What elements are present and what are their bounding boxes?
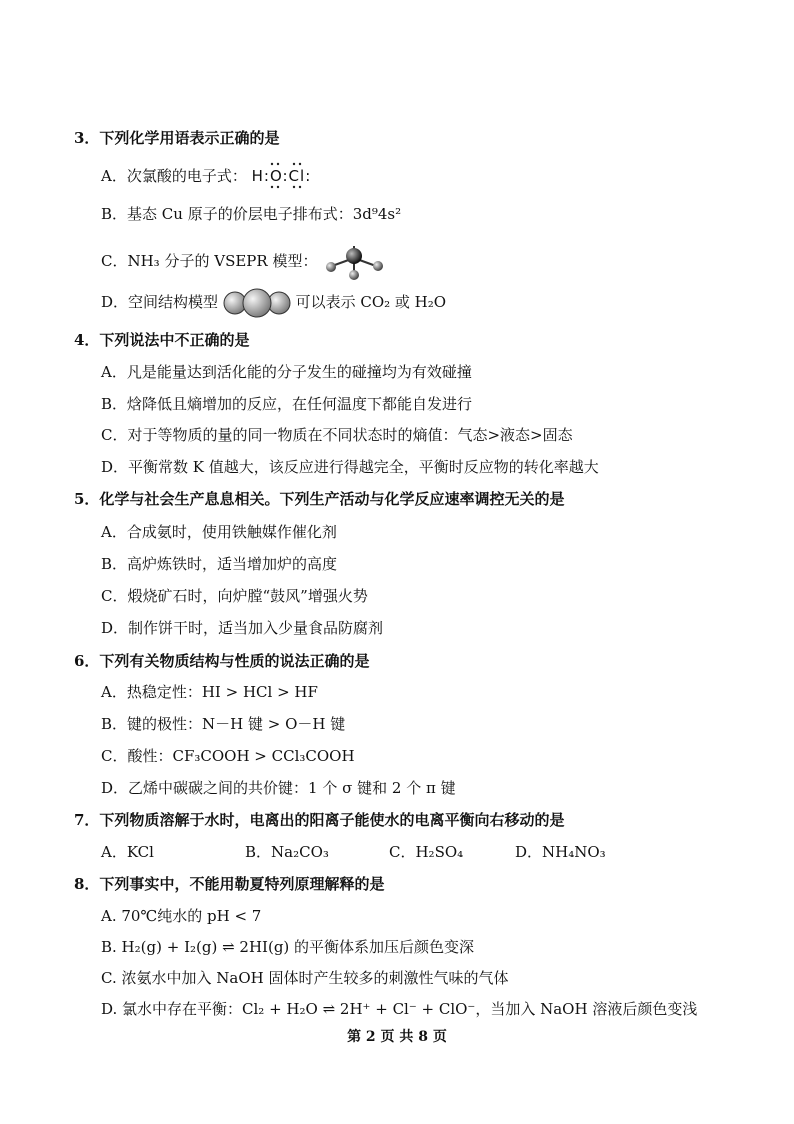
q6-option-b: B．键的极性：N－H 键 > O－H 键 <box>101 715 346 733</box>
space-filling-model-icon <box>223 288 291 318</box>
q3-option-a <box>101 166 311 186</box>
q5-option-b: B．高炉炼铁时，适当增加炉的高度 <box>101 555 338 573</box>
q7-stem: 7．下列物质溶解于水时，电离出的阳离子能使水的电离平衡向右移动的是 <box>74 811 565 829</box>
hclo-electron-formula <box>252 166 312 186</box>
q3-option-c <box>101 244 388 280</box>
q4-option-d: D．平衡常数 K 值越大，该反应进行得越完全，平衡时反应物的转化率越大 <box>101 458 599 476</box>
page-footer: 第 2 页 共 8 页 <box>347 1029 447 1045</box>
q3-option-b: B．基态 Cu 原子的价层电子排布式：3d⁹4s² <box>101 205 402 223</box>
q3-option-d-text-after: 可以表示 CO₂ 或 H₂O <box>295 293 447 311</box>
q6-option-d: D．乙烯中碳碳之间的共价键：1 个 σ 键和 2 个 π 键 <box>101 779 456 797</box>
q8-option-b: B. H₂(g) + I₂(g) ⇌ 2HI(g) 的平衡体系加压后颜色变深 <box>101 938 475 956</box>
q8-option-d: D. 氯水中存在平衡：Cl₂ + H₂O ⇌ 2H⁺ + Cl⁻ + ClO⁻，当加入 NaOH 溶液后颜色变浅 <box>101 1000 698 1018</box>
nh3-vsepr-model-icon <box>322 244 388 280</box>
q4-option-a: A．凡是能量达到活化能的分子发生的碰撞均为有效碰撞 <box>101 363 472 381</box>
q8-option-a: A. 70℃纯水的 pH < 7 <box>101 907 262 925</box>
q7-option-b: B．Na₂CO₃ <box>245 843 329 861</box>
q5-option-a: A．合成氨时，使用铁触媒作催化剂 <box>101 523 337 541</box>
q3-option-d-text-before: D．空间结构模型 <box>101 293 219 311</box>
q5-option-d: D．制作饼干时，适当加入少量食品防腐剂 <box>101 619 384 637</box>
q7-options <box>101 842 661 862</box>
q5-stem: 5．化学与社会生产息息相关。下列生产活动与化学反应速率调控无关的是 <box>74 490 565 508</box>
q5-option-c: C．煅烧矿石时，向炉膛“鼓风”增强火势 <box>101 587 368 605</box>
electron-dots-icon <box>252 160 332 190</box>
q6-option-a: A．热稳定性：HI > HCl > HF <box>101 683 318 701</box>
q4-stem: 4．下列说法中不正确的是 <box>74 331 250 349</box>
q8-stem: 8．下列事实中，不能用勒夏特列原理解释的是 <box>74 875 385 893</box>
q6-option-c: C．酸性：CF₃COOH > CCl₃COOH <box>101 747 355 765</box>
q3-stem: 3．下列化学用语表示正确的是 <box>74 129 280 147</box>
q3-option-a-text: A．次氯酸的电子式： <box>101 167 247 185</box>
q3-option-c-text: C．NH₃ 分子的 VSEPR 模型： <box>101 252 318 270</box>
hclo-formula-text: H:O:Cl: <box>251 167 312 185</box>
q8-option-c: C. 浓氨水中加入 NaOH 固体时产生较多的刺激性气味的气体 <box>101 969 509 987</box>
q7-option-d: D．NH₄NO₃ <box>515 843 606 861</box>
q7-option-a: A．KCl <box>101 843 154 861</box>
q3-option-d <box>101 288 446 318</box>
q7-option-c: C．H₂SO₄ <box>389 843 464 861</box>
q6-stem: 6．下列有关物质结构与性质的说法正确的是 <box>74 652 370 670</box>
q4-option-c: C．对于等物质的量的同一物质在不同状态时的熵值：气态>液态>固态 <box>101 426 573 444</box>
q4-option-b: B．焓降低且熵增加的反应，在任何温度下都能自发进行 <box>101 395 473 413</box>
